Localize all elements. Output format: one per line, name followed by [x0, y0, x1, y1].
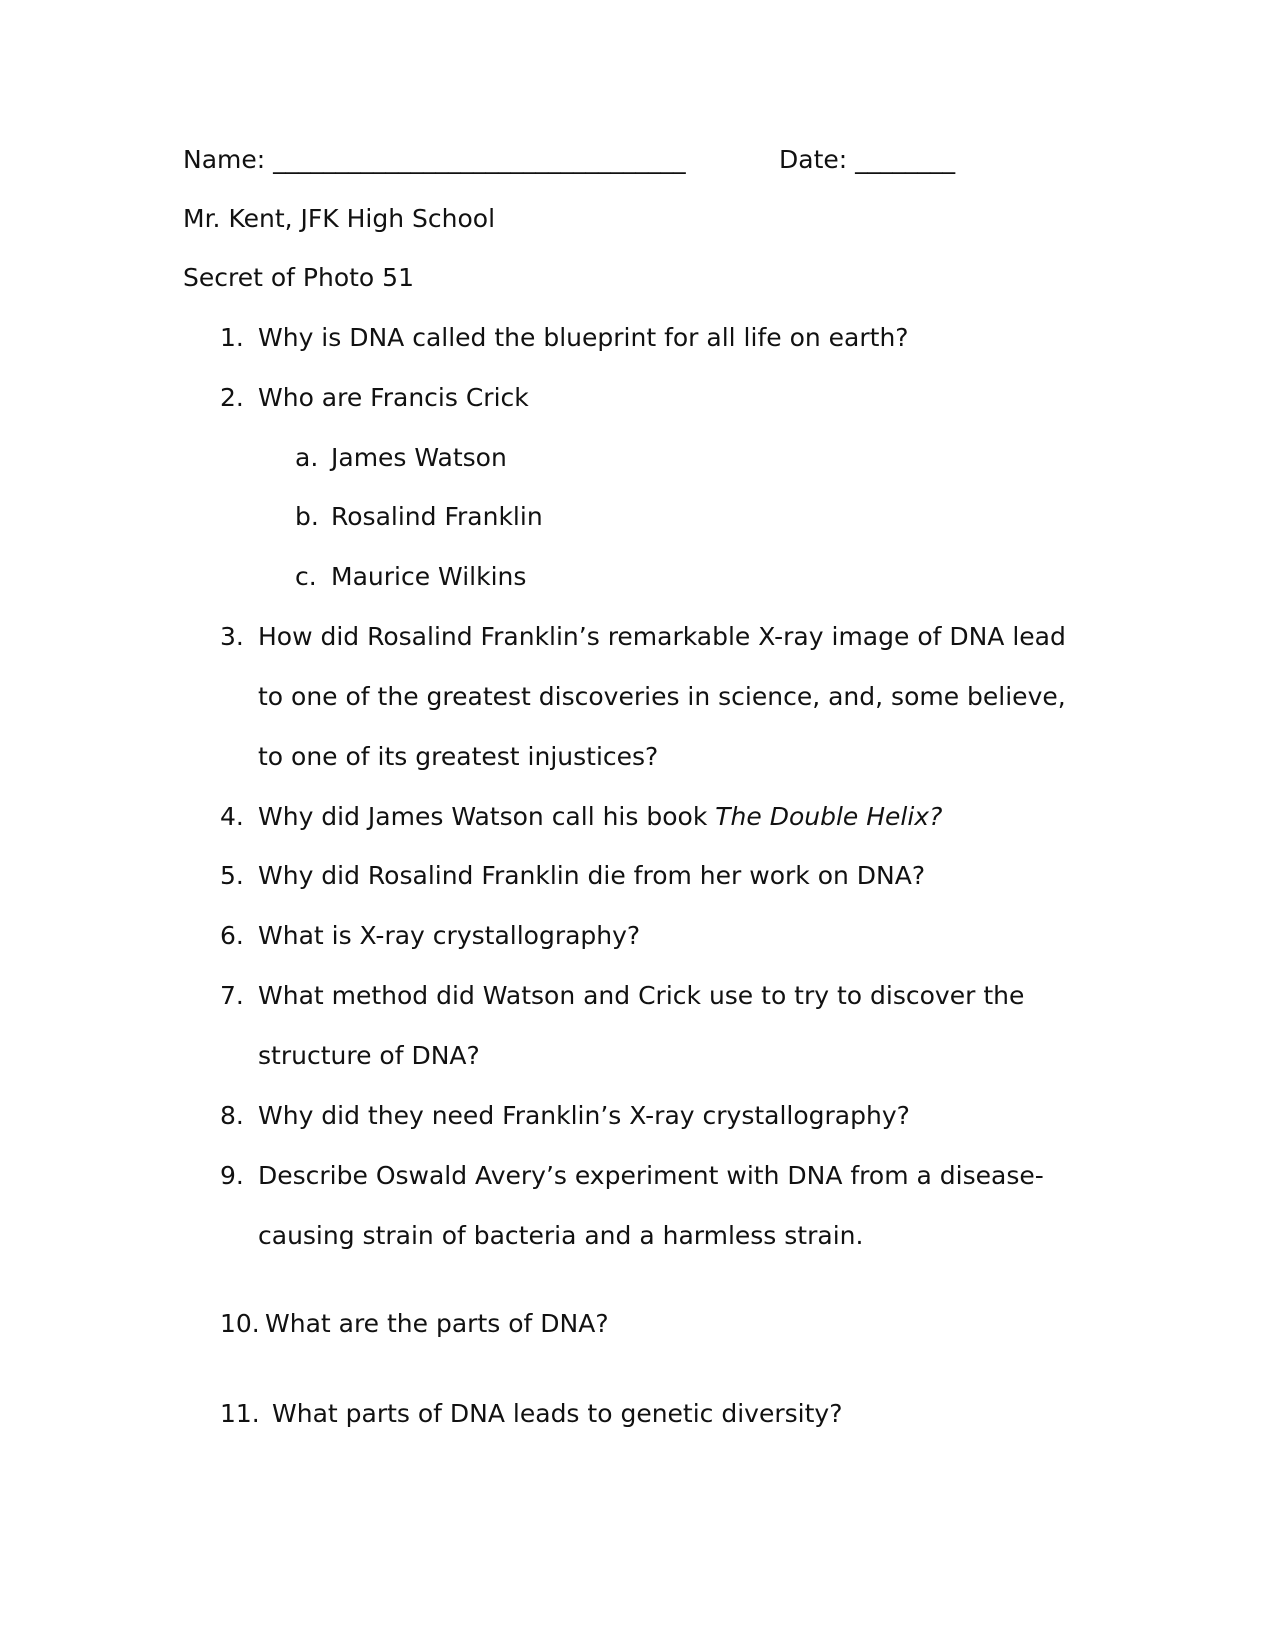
worksheet-title: Secret of Photo 51 — [183, 263, 414, 292]
question-text: Why did they need Franklin’s X-ray crystallography? — [258, 1101, 910, 1130]
question-number: 7. — [220, 981, 244, 1010]
question-text-line-1: How did Rosalind Franklin’s remarkable X-ray image of DNA lead — [258, 622, 1066, 651]
book-title: The Double Helix? — [715, 802, 943, 831]
question-text: What are the parts of DNA? — [265, 1309, 609, 1338]
question-number: 3. — [220, 622, 244, 651]
question-number: 10. — [220, 1309, 260, 1338]
question-text: What is X-ray crystallography? — [258, 921, 641, 950]
question-text-line-2: causing strain of bacteria and a harmless strain. — [258, 1221, 864, 1250]
question-text-line-2: structure of DNA? — [258, 1041, 480, 1070]
sub-item-letter: a. — [295, 443, 319, 472]
question-number: 8. — [220, 1101, 244, 1130]
date-field-label: Date: ________ — [779, 145, 956, 174]
question-text: Why did Rosalind Franklin die from her work on DNA? — [258, 861, 926, 890]
question-text-line-2: to one of the greatest discoveries in science, and, some believe, — [258, 682, 1066, 711]
name-field-label: Name: _________________________________ — [183, 145, 686, 174]
question-text — [258, 802, 942, 832]
question-text-line-1: Describe Oswald Avery’s experiment with DNA from a disease- — [258, 1161, 1044, 1190]
question-text-line-3: to one of its greatest injustices? — [258, 742, 659, 771]
sub-item-text: Maurice Wilkins — [331, 562, 527, 591]
question-number: 4. — [220, 802, 244, 831]
teacher-school: Mr. Kent, JFK High School — [183, 204, 496, 233]
question-number: 6. — [220, 921, 244, 950]
question-number: 2. — [220, 383, 244, 412]
question-text: Who are Francis Crick — [258, 383, 529, 412]
question-text: Why is DNA called the blueprint for all life on earth? — [258, 323, 909, 352]
question-text-start: Why did James Watson call his book — [258, 802, 716, 831]
sub-item-text: James Watson — [331, 443, 507, 472]
sub-item-text: Rosalind Franklin — [331, 502, 543, 531]
sub-item-letter: b. — [295, 502, 319, 531]
question-number: 9. — [220, 1161, 244, 1190]
question-text-line-1: What method did Watson and Crick use to try to discover the — [258, 981, 1025, 1010]
question-number: 11. — [220, 1399, 260, 1428]
question-text: What parts of DNA leads to genetic diversity? — [272, 1399, 843, 1428]
question-number: 1. — [220, 323, 244, 352]
question-number: 5. — [220, 861, 244, 890]
sub-item-letter: c. — [295, 562, 317, 591]
